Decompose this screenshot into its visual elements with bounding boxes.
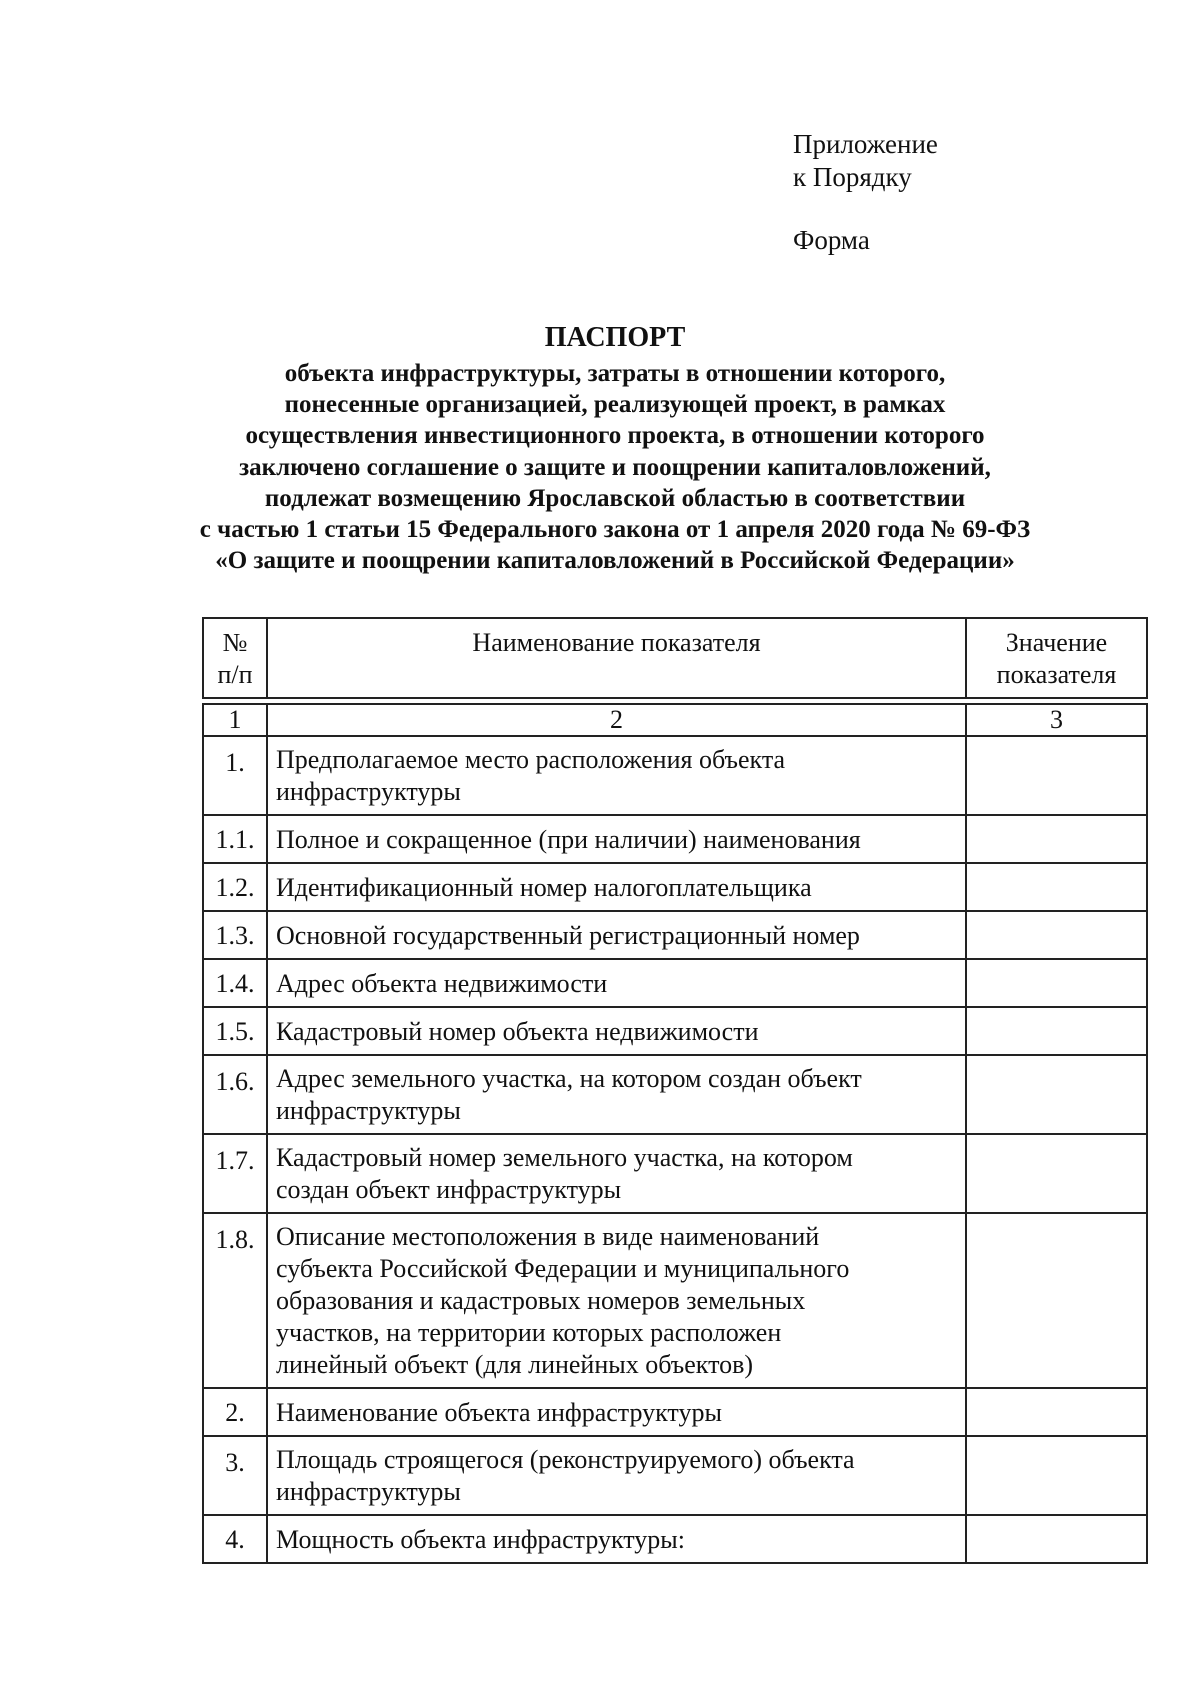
indicator-name: [268, 1516, 967, 1564]
indicator-name-line: Основной государственный регистрационный номер: [276, 921, 860, 950]
title-line: осуществления инвестиционного проекта, в отношении которого: [245, 422, 985, 450]
indicator-name: [268, 1214, 967, 1389]
indicator-value-cell[interactable]: [967, 1437, 1148, 1516]
indicator-name-line: создан объект инфраструктуры: [276, 1175, 622, 1204]
indicator-name: [268, 960, 967, 1008]
header-num: [202, 617, 268, 699]
table-row: [202, 1516, 1148, 1564]
row-number: 1.1.: [202, 816, 268, 864]
passport-table: [202, 617, 1148, 1564]
indicator-name: [268, 864, 967, 912]
indicator-value-cell[interactable]: [967, 737, 1148, 816]
table-row: [202, 1008, 1148, 1056]
column-number: 2: [268, 703, 967, 737]
row-number: 1.3.: [202, 912, 268, 960]
indicator-value-cell[interactable]: [967, 1135, 1148, 1214]
row-number: 1.2.: [202, 864, 268, 912]
indicator-name-line: Кадастровый номер земельного участка, на котором: [276, 1143, 853, 1172]
indicator-name-line: образования и кадастровых номеров земельных: [276, 1286, 806, 1315]
table-row: [202, 1135, 1148, 1214]
header-value-line-1: Значение: [1005, 628, 1108, 657]
column-number: 3: [967, 703, 1148, 737]
title-line: с частью 1 статьи 15 Федерального закона от 1 апреля 2020 года № 69-ФЗ: [199, 516, 1031, 544]
title-line: «О защите и поощрении капиталовложений в Российской Федерации»: [215, 547, 1015, 575]
indicator-value-cell[interactable]: [967, 1008, 1148, 1056]
appendix-line-2: к Порядку: [793, 162, 912, 192]
table-row: [202, 1056, 1148, 1135]
row-number: 1.4.: [202, 960, 268, 1008]
table-header-row: [202, 617, 1148, 699]
table-row: [202, 1389, 1148, 1437]
indicator-value-cell[interactable]: [967, 1516, 1148, 1564]
indicator-name-line: субъекта Российской Федерации и муниципального: [276, 1254, 850, 1283]
column-number: 1: [202, 703, 268, 737]
row-number: 1.5.: [202, 1008, 268, 1056]
title-line: подлежат возмещению Ярославской областью в соответствии: [264, 484, 966, 512]
indicator-name-line: Идентификационный номер налогоплательщика: [276, 873, 812, 902]
indicator-value-cell[interactable]: [967, 1389, 1148, 1437]
appendix-note: [793, 128, 938, 194]
indicator-name-line: Адрес объекта недвижимости: [276, 969, 608, 998]
header-num-line-2: п/п: [217, 660, 253, 689]
indicator-value-cell[interactable]: [967, 1214, 1148, 1389]
title-line: объекта инфраструктуры, затраты в отношении которого,: [284, 360, 946, 387]
row-number: 1.7.: [202, 1135, 268, 1214]
title-line: понесенные организацией, реализующей проект, в рамках: [284, 391, 946, 419]
table-row: [202, 864, 1148, 912]
indicator-name-line: Наименование объекта инфраструктуры: [276, 1398, 722, 1427]
indicator-name-line: Площадь строящегося (реконструируемого) объекта: [276, 1445, 855, 1474]
indicator-name: [268, 1389, 967, 1437]
row-number: 1.6.: [202, 1056, 268, 1135]
row-number: 1.8.: [202, 1214, 268, 1389]
table-row: [202, 1214, 1148, 1389]
indicator-name: [268, 1437, 967, 1516]
table-row: [202, 912, 1148, 960]
indicator-value-cell[interactable]: [967, 864, 1148, 912]
indicator-name: [268, 1008, 967, 1056]
title-line: заключено соглашение о защите и поощрении капиталовложений,: [239, 453, 991, 481]
header-num-line-1: №: [222, 628, 248, 657]
indicator-name: [268, 816, 967, 864]
row-number: 2.: [202, 1389, 268, 1437]
column-numbers-row: [202, 703, 1148, 737]
title-main: ПАСПОРТ: [544, 322, 686, 353]
indicator-name: [268, 1135, 967, 1214]
indicator-name-line: Кадастровый номер объекта недвижимости: [276, 1017, 759, 1046]
table-row: [202, 737, 1148, 816]
header-value-line-2: показателя: [996, 660, 1117, 689]
indicator-name-line: участков, на территории которых расположен: [276, 1318, 782, 1347]
row-number: 1.: [202, 737, 268, 816]
indicator-name-line: инфраструктуры: [276, 777, 461, 806]
header-value: [967, 617, 1148, 699]
row-number: 4.: [202, 1516, 268, 1564]
indicator-name-line: Предполагаемое место расположения объекта: [276, 745, 786, 774]
indicator-name-line: Мощность объекта инфраструктуры:: [276, 1525, 685, 1554]
appendix-line-1: Приложение: [793, 129, 938, 159]
indicator-name-line: Полное и сокращенное (при наличии) наименования: [276, 825, 861, 854]
table-row: [202, 816, 1148, 864]
indicator-value-cell[interactable]: [967, 816, 1148, 864]
indicator-name-line: линейный объект (для линейных объектов): [276, 1350, 754, 1379]
table-row: [202, 960, 1148, 1008]
indicator-name-line: Адрес земельного участка, на котором создан объект: [276, 1064, 862, 1093]
form-label: Форма: [793, 225, 870, 255]
indicator-name-line: Описание местоположения в виде наименований: [276, 1222, 820, 1251]
document-title: [150, 322, 1080, 576]
header-name: Наименование показателя: [268, 617, 967, 699]
indicator-name-line: инфраструктуры: [276, 1096, 461, 1125]
row-number: 3.: [202, 1437, 268, 1516]
indicator-name-line: инфраструктуры: [276, 1477, 461, 1506]
indicator-name: [268, 912, 967, 960]
indicator-value-cell[interactable]: [967, 912, 1148, 960]
indicator-name: [268, 737, 967, 816]
indicator-table: [202, 617, 1148, 1564]
indicator-value-cell[interactable]: [967, 960, 1148, 1008]
indicator-name: [268, 1056, 967, 1135]
indicator-value-cell[interactable]: [967, 1056, 1148, 1135]
table-row: [202, 1437, 1148, 1516]
